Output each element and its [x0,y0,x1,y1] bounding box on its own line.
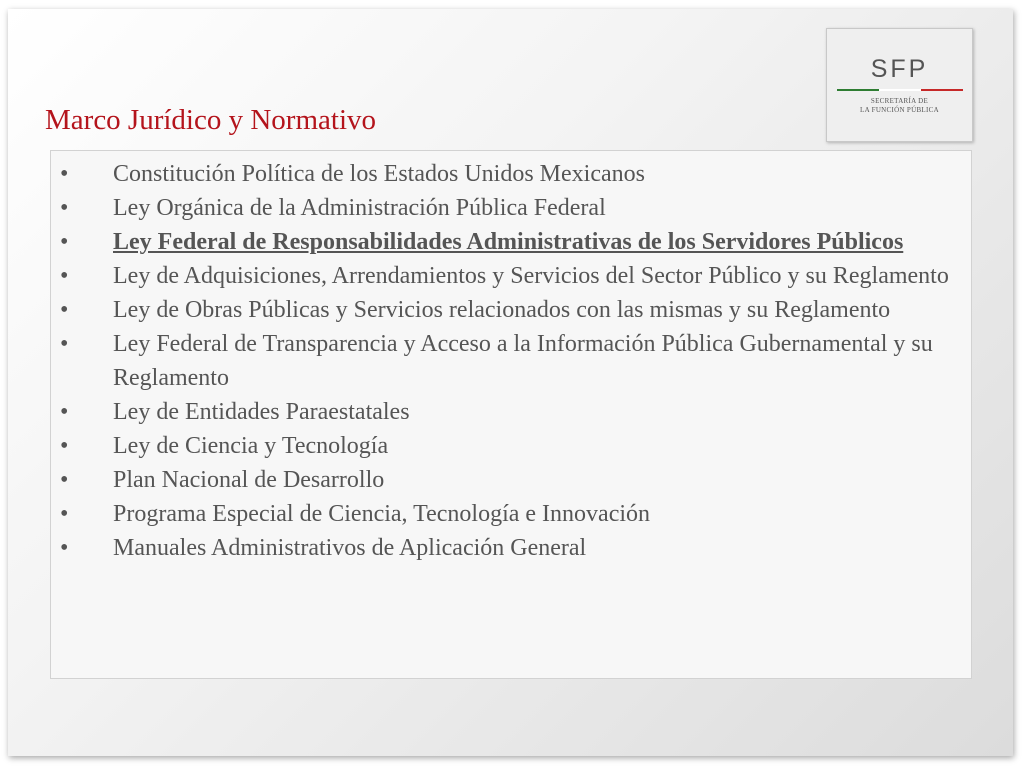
list-item-text: Plan Nacional de Desarrollo [113,467,385,493]
bullet-icon: • [60,331,69,357]
list-item-text: Ley de Ciencia y Tecnología [113,433,389,459]
list-item-text: Constitución Política de los Estados Unidos Mexicanos [113,161,645,187]
legal-framework-list [51,157,971,565]
bullet-icon: • [60,161,69,187]
logo-rule-green [837,89,879,91]
list-item [51,395,971,429]
list-item-text: Ley de Obras Públicas y Servicios relacionados con las mismas y su Reglamento [113,297,891,323]
slide [8,9,1013,756]
list-item-text: Programa Especial de Ciencia, Tecnología e Innovación [113,501,651,527]
list-item [51,497,971,531]
sfp-logo [826,28,973,142]
logo-rule-red [921,89,963,91]
list-item [51,293,971,327]
list-item-text: Ley Federal de Transparencia y Acceso a la Información Pública Gubernamental y su Reglamento [113,331,933,391]
logo-subtitle-line2: LA FUNCIÓN PÚBLICA [860,106,939,114]
list-item [51,327,971,395]
slide-title: Marco Jurídico y Normativo [45,104,377,136]
logo-subtitle [827,97,972,115]
list-item [51,225,971,259]
list-item [51,429,971,463]
list-item [51,531,971,565]
list-item [51,157,971,191]
logo-acronym: SFP [870,55,929,83]
list-item-text: Ley de Entidades Paraestatales [113,399,410,425]
bullet-icon: • [60,535,69,561]
logo-tricolor-rule [837,89,963,91]
list-item-text: Ley de Adquisiciones, Arrendamientos y Servicios del Sector Público y su Reglamento [113,263,949,289]
bullet-icon: • [60,399,69,425]
bullet-icon: • [60,229,69,255]
bullet-icon: • [60,263,69,289]
bullet-icon: • [60,195,69,221]
list-item-text: Ley Federal de Responsabilidades Administrativas de los Servidores Públicos [113,229,904,255]
list-item-text: Ley Orgánica de la Administración Pública Federal [113,195,606,221]
list-item-text: Manuales Administrativos de Aplicación General [113,535,587,561]
logo-subtitle-line1: SECRETARÍA DE [870,97,929,105]
list-item [51,463,971,497]
bullet-icon: • [60,501,69,527]
list-item [51,259,971,293]
bullet-icon: • [60,433,69,459]
bullet-icon: • [60,297,69,323]
bullet-icon: • [60,467,69,493]
list-item [51,191,971,225]
logo-rule-white [879,89,921,91]
content-box [50,150,972,679]
